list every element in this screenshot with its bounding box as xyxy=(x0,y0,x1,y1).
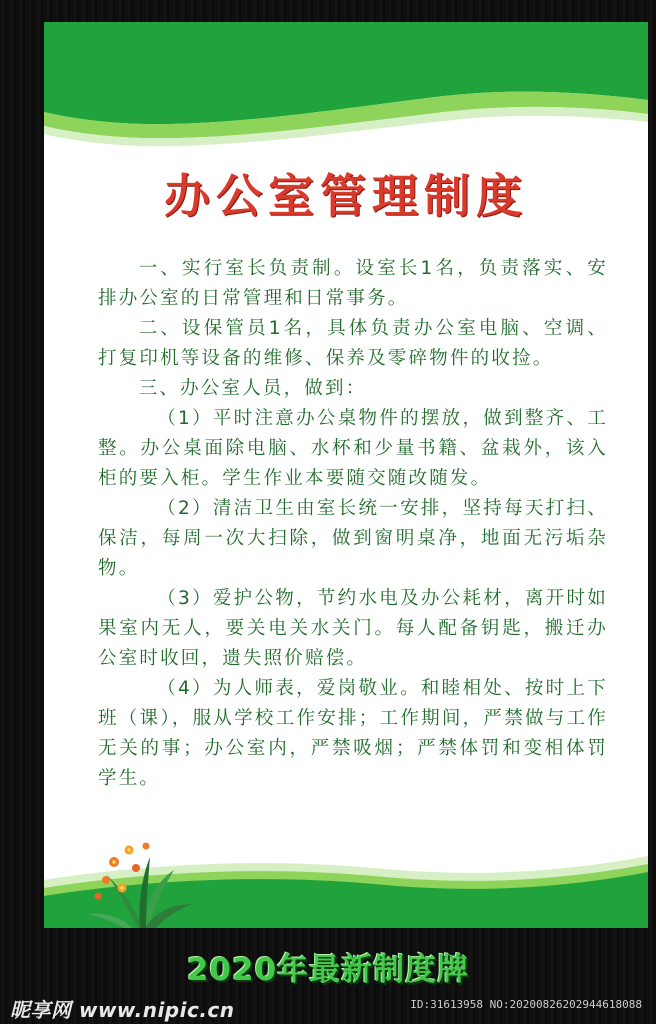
rule-subparagraph: （3）爱护公物，节约水电及办公耗材，离开时如果室内无人，要关电关水关门。每人配备钥匙，搬迁办公室时收回，遗失照价赔偿。 xyxy=(98,588,608,669)
rule-paragraph: 二、设保管员1名，具体负责办公室电脑、空调、打复印机等设备的维修、保养及零碎物件的收捡。 xyxy=(98,318,608,369)
rules-body xyxy=(98,254,608,794)
rule-subparagraph: （2）清洁卫生由室长统一安排，坚持每天打扫、保洁，每周一次大扫除，做到窗明桌净，地面无污垢杂物。 xyxy=(98,498,608,579)
sign-board xyxy=(44,22,648,928)
rule-subparagraph: （4）为人师表，爱岗敬业。和睦相处、按时上下班（课），服从学校工作安排；工作期间，严禁做与工作无关的事；办公室内，严禁吸烟；严禁体罚和变相体罚学生。 xyxy=(98,678,608,789)
flower-plant-icon xyxy=(84,832,194,928)
header-wave xyxy=(44,22,648,162)
bottom-banner: 2020年最新制度牌 xyxy=(186,952,470,988)
rule-subparagraph: （1）平时注意办公桌物件的摆放，做到整齐、工整。办公桌面除电脑、水杯和少量书籍、盆栽外，该入柜的要入柜。学生作业本要随交随改随发。 xyxy=(98,408,608,489)
watermark-site: 昵享网 www.nipic.cn xyxy=(10,998,235,1022)
rule-paragraph: 一、实行室长负责制。设室长1名，负责落实、安排办公室的日常管理和日常事务。 xyxy=(98,258,608,309)
poster-title: 办公室管理制度 xyxy=(164,169,528,223)
watermark-id: ID:31613958 NO:20200826202944618088 xyxy=(410,998,642,1011)
rule-paragraph: 三、办公室人员，做到： xyxy=(138,378,367,399)
